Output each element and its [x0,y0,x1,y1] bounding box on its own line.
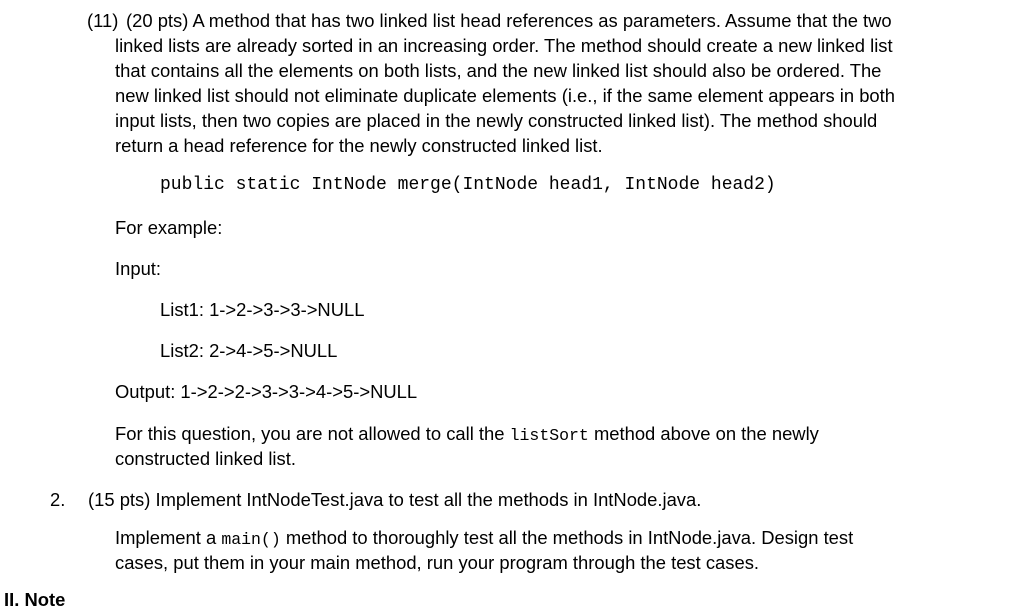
q11-text-line-2: linked lists are already sorted in an increasing order. The method should create a new linked list [115,35,893,56]
q2-heading: (15 pts) Implement IntNodeTest.java to test all the methods in IntNode.java. [88,489,702,510]
list1-example: List1: 1->2->3->3->NULL [160,299,365,320]
q2-body-text-after: method to thoroughly test all the methods in IntNode.java. Design test [280,527,854,548]
q11-text-line-1: (20 pts) A method that has two linked list head references as parameters. Assume that the two [126,10,892,31]
main-method-code: main() [221,530,281,549]
q11-text-line-3: that contains all the elements on both lists, and the new linked list should also be ordered. The [115,60,882,81]
q2-body-line-2: cases, put them in your main method, run your program through the test cases. [115,552,759,573]
q11-text-line-5: input lists, then two copies are placed in the newly constructed linked list). The method should [115,110,878,131]
q11-text-line-4: new linked list should not eliminate duplicate elements (i.e., if the same element appears in both [115,85,895,106]
q11-text-line-6: return a head reference for the newly constructed linked list. [115,135,603,156]
input-label: Input: [115,258,162,279]
q11-note-text-after: method above on the newly [588,423,819,444]
q2-number: 2. [50,489,66,510]
q2-body-line-1 [115,525,853,552]
list2-example: List2: 2->4->5->NULL [160,340,338,361]
q2-body-text-before: Implement a [115,527,222,548]
output-example: Output: 1->2->2->3->3->4->5->NULL [115,381,418,402]
q11-note-line-2: constructed linked list. [115,448,296,469]
partial-section-heading: II. Note [4,589,66,610]
liststort-code: listSort [509,426,589,445]
method-signature: public static IntNode merge(IntNode head1, IntNode head2) [160,175,776,195]
example-label: For example: [115,217,223,238]
q11-note-text-before: For this question, you are not allowed to call the [115,423,510,444]
q11-note-line-1 [115,421,819,448]
q11-number: (11) [87,10,119,31]
